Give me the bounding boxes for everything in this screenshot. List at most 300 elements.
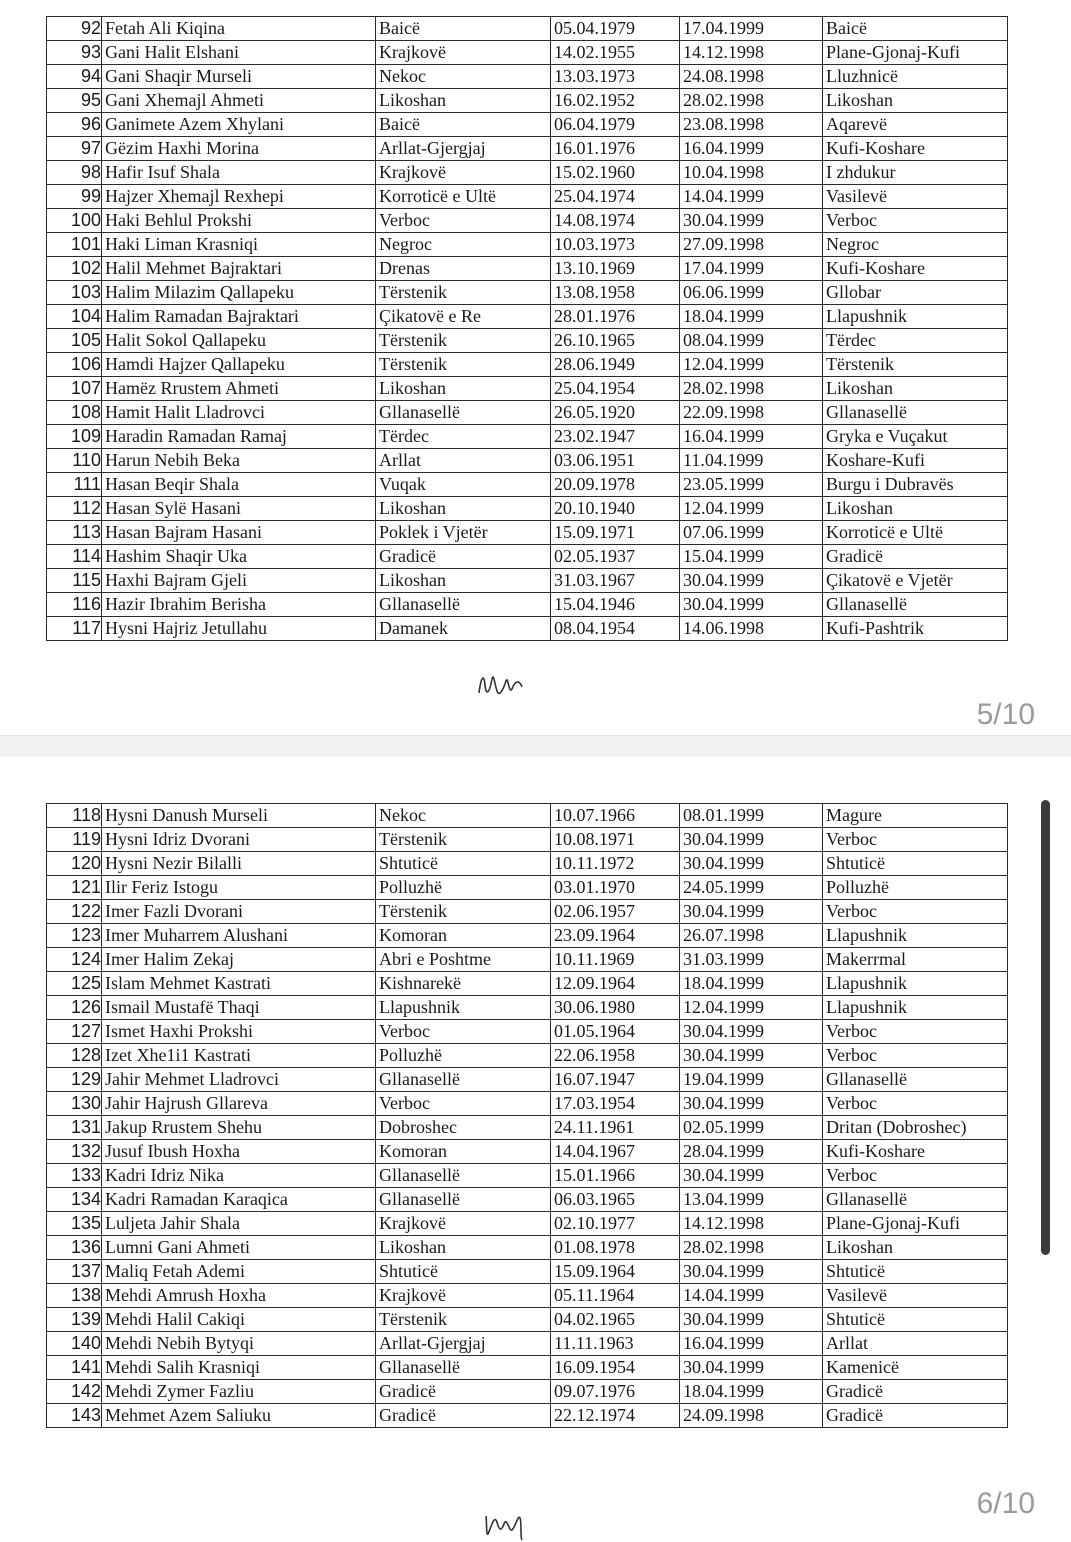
person-name: Halim Milazim Qallapeku xyxy=(102,281,376,305)
person-name: Islam Mehmet Kastrati xyxy=(102,972,376,996)
birthplace: Negroc xyxy=(376,233,551,257)
birth-date: 01.08.1978 xyxy=(551,1236,680,1260)
death-location: Negroc xyxy=(823,233,1008,257)
death-location: Llapushnik xyxy=(823,924,1008,948)
death-location: Verboc xyxy=(823,1164,1008,1188)
death-location: Tërstenik xyxy=(823,353,1008,377)
row-number: 139 xyxy=(47,1308,102,1332)
death-date: 27.09.1998 xyxy=(680,233,823,257)
death-date: 24.09.1998 xyxy=(680,1404,823,1428)
death-date: 23.08.1998 xyxy=(680,113,823,137)
birthplace: Poklek i Vjetër xyxy=(376,521,551,545)
birth-date: 13.03.1973 xyxy=(551,65,680,89)
row-number: 92 xyxy=(47,17,102,41)
birth-date: 28.06.1949 xyxy=(551,353,680,377)
table-row xyxy=(47,1404,1008,1428)
page-separator xyxy=(0,735,1071,759)
death-location: Kufi-Koshare xyxy=(823,257,1008,281)
death-location: Verboc xyxy=(823,1044,1008,1068)
table-row xyxy=(47,1236,1008,1260)
death-date: 15.04.1999 xyxy=(680,545,823,569)
table-row xyxy=(47,569,1008,593)
table-row xyxy=(47,1116,1008,1140)
death-date: 08.04.1999 xyxy=(680,329,823,353)
person-name: Hysni Hajriz Jetullahu xyxy=(102,617,376,641)
table-row xyxy=(47,545,1008,569)
birth-date: 25.04.1974 xyxy=(551,185,680,209)
death-date: 30.04.1999 xyxy=(680,209,823,233)
row-number: 113 xyxy=(47,521,102,545)
death-location: Gllobar xyxy=(823,281,1008,305)
row-number: 111 xyxy=(47,473,102,497)
death-location: Koshare-Kufi xyxy=(823,449,1008,473)
death-date: 30.04.1999 xyxy=(680,569,823,593)
death-date: 02.05.1999 xyxy=(680,1116,823,1140)
birth-date: 15.01.1966 xyxy=(551,1164,680,1188)
table-row xyxy=(47,996,1008,1020)
row-number: 97 xyxy=(47,137,102,161)
birthplace: Nekoc xyxy=(376,804,551,828)
birth-date: 16.01.1976 xyxy=(551,137,680,161)
death-location: Shtuticë xyxy=(823,1260,1008,1284)
person-name: Imer Halim Zekaj xyxy=(102,948,376,972)
birthplace: Gradicë xyxy=(376,1404,551,1428)
person-name: Mehdi Halil Cakiqi xyxy=(102,1308,376,1332)
birth-date: 25.04.1954 xyxy=(551,377,680,401)
person-name: Mehdi Amrush Hoxha xyxy=(102,1284,376,1308)
birthplace: Abri e Poshtme xyxy=(376,948,551,972)
row-number: 103 xyxy=(47,281,102,305)
birthplace: Likoshan xyxy=(376,1236,551,1260)
person-name: Hamdi Hajzer Qallapeku xyxy=(102,353,376,377)
row-number: 140 xyxy=(47,1332,102,1356)
birth-date: 02.05.1937 xyxy=(551,545,680,569)
birth-date: 10.08.1971 xyxy=(551,828,680,852)
row-number: 132 xyxy=(47,1140,102,1164)
death-date: 30.04.1999 xyxy=(680,852,823,876)
birthplace: Krajkovë xyxy=(376,41,551,65)
row-number: 102 xyxy=(47,257,102,281)
row-number: 121 xyxy=(47,876,102,900)
table-row xyxy=(47,473,1008,497)
death-location: Llapushnik xyxy=(823,305,1008,329)
table-row xyxy=(47,1212,1008,1236)
row-number: 104 xyxy=(47,305,102,329)
death-location: Korroticë e Ultë xyxy=(823,521,1008,545)
birth-date: 15.04.1946 xyxy=(551,593,680,617)
death-location: Kufi-Koshare xyxy=(823,137,1008,161)
death-location: Gradicë xyxy=(823,1404,1008,1428)
death-date: 22.09.1998 xyxy=(680,401,823,425)
row-number: 96 xyxy=(47,113,102,137)
person-name: Mehdi Nebih Bytyqi xyxy=(102,1332,376,1356)
death-date: 30.04.1999 xyxy=(680,828,823,852)
death-location: Shtuticë xyxy=(823,1308,1008,1332)
person-name: Ganimete Azem Xhylani xyxy=(102,113,376,137)
death-location: Arllat xyxy=(823,1332,1008,1356)
death-date: 16.04.1999 xyxy=(680,137,823,161)
death-date: 13.04.1999 xyxy=(680,1188,823,1212)
birth-date: 31.03.1967 xyxy=(551,569,680,593)
birth-date: 05.04.1979 xyxy=(551,17,680,41)
row-number: 100 xyxy=(47,209,102,233)
birthplace: Gradicë xyxy=(376,1380,551,1404)
death-location: Polluzhë xyxy=(823,876,1008,900)
death-location: Gryka e Vuçakut xyxy=(823,425,1008,449)
birth-date: 30.06.1980 xyxy=(551,996,680,1020)
birthplace: Verboc xyxy=(376,1020,551,1044)
signature-initials xyxy=(482,1502,542,1542)
birthplace: Gllanasellë xyxy=(376,593,551,617)
person-name: Haxhi Bajram Gjeli xyxy=(102,569,376,593)
table-row xyxy=(47,1380,1008,1404)
death-date: 30.04.1999 xyxy=(680,1164,823,1188)
death-location: Plane-Gjonaj-Kufi xyxy=(823,1212,1008,1236)
birth-date: 06.04.1979 xyxy=(551,113,680,137)
signature-initials xyxy=(475,665,535,705)
person-name: Kadri Ramadan Karaqica xyxy=(102,1188,376,1212)
person-name: Ilir Feriz Istogu xyxy=(102,876,376,900)
table-row xyxy=(47,1068,1008,1092)
table-row xyxy=(47,497,1008,521)
birthplace: Krajkovë xyxy=(376,1212,551,1236)
person-name: Hasan Sylë Hasani xyxy=(102,497,376,521)
death-date: 08.01.1999 xyxy=(680,804,823,828)
row-number: 115 xyxy=(47,569,102,593)
death-date: 12.04.1999 xyxy=(680,353,823,377)
person-name: Hajzer Xhemajl Rexhepi xyxy=(102,185,376,209)
person-name: Hysni Danush Murseli xyxy=(102,804,376,828)
birthplace: Baicë xyxy=(376,113,551,137)
death-date: 31.03.1999 xyxy=(680,948,823,972)
birth-date: 22.06.1958 xyxy=(551,1044,680,1068)
death-date: 14.12.1998 xyxy=(680,41,823,65)
death-location: Dritan (Dobroshec) xyxy=(823,1116,1008,1140)
birth-date: 13.10.1969 xyxy=(551,257,680,281)
table-row xyxy=(47,233,1008,257)
death-location: Llapushnik xyxy=(823,972,1008,996)
death-location: Gllanasellë xyxy=(823,1068,1008,1092)
death-location: Plane-Gjonaj-Kufi xyxy=(823,41,1008,65)
person-name: Gani Shaqir Murseli xyxy=(102,65,376,89)
table-row xyxy=(47,17,1008,41)
death-date: 18.04.1999 xyxy=(680,1380,823,1404)
death-date: 30.04.1999 xyxy=(680,1356,823,1380)
row-number: 142 xyxy=(47,1380,102,1404)
person-name: Jahir Mehmet Lladrovci xyxy=(102,1068,376,1092)
person-name: Fetah Ali Kiqina xyxy=(102,17,376,41)
row-number: 129 xyxy=(47,1068,102,1092)
person-name: Ismet Haxhi Prokshi xyxy=(102,1020,376,1044)
death-location: I zhdukur xyxy=(823,161,1008,185)
death-date: 23.05.1999 xyxy=(680,473,823,497)
birthplace: Vuqak xyxy=(376,473,551,497)
death-date: 18.04.1999 xyxy=(680,972,823,996)
birth-date: 02.10.1977 xyxy=(551,1212,680,1236)
row-number: 110 xyxy=(47,449,102,473)
death-location: Kufi-Pashtrik xyxy=(823,617,1008,641)
birth-date: 26.05.1920 xyxy=(551,401,680,425)
person-name: Hasan Beqir Shala xyxy=(102,473,376,497)
death-location: Llapushnik xyxy=(823,996,1008,1020)
death-date: 30.04.1999 xyxy=(680,1092,823,1116)
page-number: 5/10 xyxy=(976,698,1035,731)
death-date: 28.02.1998 xyxy=(680,89,823,113)
birthplace: Llapushnik xyxy=(376,996,551,1020)
death-location: Kufi-Koshare xyxy=(823,1140,1008,1164)
birthplace: Gllanasellë xyxy=(376,1188,551,1212)
table-row xyxy=(47,972,1008,996)
death-date: 14.04.1999 xyxy=(680,1284,823,1308)
death-date: 06.06.1999 xyxy=(680,281,823,305)
person-name: Maliq Fetah Ademi xyxy=(102,1260,376,1284)
row-number: 136 xyxy=(47,1236,102,1260)
birthplace: Drenas xyxy=(376,257,551,281)
birthplace: Tërstenik xyxy=(376,1308,551,1332)
birth-date: 24.11.1961 xyxy=(551,1116,680,1140)
birthplace: Gllanasellë xyxy=(376,401,551,425)
viewer-scrollbar[interactable] xyxy=(1041,800,1050,1255)
birth-date: 12.09.1964 xyxy=(551,972,680,996)
table-row xyxy=(47,89,1008,113)
birthplace: Nekoc xyxy=(376,65,551,89)
table-row xyxy=(47,281,1008,305)
row-number: 109 xyxy=(47,425,102,449)
table-row xyxy=(47,449,1008,473)
death-date: 26.07.1998 xyxy=(680,924,823,948)
birth-date: 01.05.1964 xyxy=(551,1020,680,1044)
person-name: Hamëz Rrustem Ahmeti xyxy=(102,377,376,401)
row-number: 135 xyxy=(47,1212,102,1236)
death-location: Likoshan xyxy=(823,1236,1008,1260)
birthplace: Tërstenik xyxy=(376,329,551,353)
row-number: 117 xyxy=(47,617,102,641)
roster-table-body xyxy=(47,17,1008,641)
birth-date: 05.11.1964 xyxy=(551,1284,680,1308)
table-row xyxy=(47,1260,1008,1284)
death-location: Aqarevë xyxy=(823,113,1008,137)
person-name: Jakup Rrustem Shehu xyxy=(102,1116,376,1140)
birthplace: Gllanasellë xyxy=(376,1356,551,1380)
table-row xyxy=(47,924,1008,948)
death-location: Gllanasellë xyxy=(823,593,1008,617)
document-page-6 xyxy=(0,757,1071,1530)
birth-date: 15.09.1964 xyxy=(551,1260,680,1284)
table-row xyxy=(47,876,1008,900)
table-row xyxy=(47,1164,1008,1188)
death-location: Magure xyxy=(823,804,1008,828)
row-number: 125 xyxy=(47,972,102,996)
birth-date: 10.07.1966 xyxy=(551,804,680,828)
birth-date: 22.12.1974 xyxy=(551,1404,680,1428)
death-date: 18.04.1999 xyxy=(680,305,823,329)
row-number: 127 xyxy=(47,1020,102,1044)
death-location: Baicë xyxy=(823,17,1008,41)
table-row xyxy=(47,1284,1008,1308)
birthplace: Likoshan xyxy=(376,569,551,593)
birthplace: Komoran xyxy=(376,924,551,948)
birth-date: 26.10.1965 xyxy=(551,329,680,353)
row-number: 119 xyxy=(47,828,102,852)
death-location: Gradicë xyxy=(823,545,1008,569)
death-location: Lluzhnicë xyxy=(823,65,1008,89)
birth-date: 16.07.1947 xyxy=(551,1068,680,1092)
page-number: 6/10 xyxy=(976,1487,1035,1520)
roster-table-body xyxy=(47,804,1008,1428)
death-date: 16.04.1999 xyxy=(680,425,823,449)
row-number: 138 xyxy=(47,1284,102,1308)
row-number: 116 xyxy=(47,593,102,617)
birth-date: 10.03.1973 xyxy=(551,233,680,257)
row-number: 112 xyxy=(47,497,102,521)
birth-date: 23.09.1964 xyxy=(551,924,680,948)
row-number: 122 xyxy=(47,900,102,924)
death-location: Verboc xyxy=(823,828,1008,852)
table-row xyxy=(47,1020,1008,1044)
row-number: 108 xyxy=(47,401,102,425)
table-row xyxy=(47,852,1008,876)
table-row xyxy=(47,1356,1008,1380)
death-date: 30.04.1999 xyxy=(680,1044,823,1068)
death-date: 30.04.1999 xyxy=(680,1020,823,1044)
death-location: Kamenicë xyxy=(823,1356,1008,1380)
birthplace: Gllanasellë xyxy=(376,1068,551,1092)
birthplace: Gllanasellë xyxy=(376,1164,551,1188)
birthplace: Tërstenik xyxy=(376,281,551,305)
death-date: 28.02.1998 xyxy=(680,1236,823,1260)
birth-date: 14.04.1967 xyxy=(551,1140,680,1164)
death-date: 14.04.1999 xyxy=(680,185,823,209)
person-name: Imer Muharrem Alushani xyxy=(102,924,376,948)
death-date: 10.04.1998 xyxy=(680,161,823,185)
birthplace: Polluzhë xyxy=(376,876,551,900)
person-name: Haki Liman Krasniqi xyxy=(102,233,376,257)
death-date: 28.02.1998 xyxy=(680,377,823,401)
birthplace: Likoshan xyxy=(376,89,551,113)
death-date: 14.06.1998 xyxy=(680,617,823,641)
person-name: Imer Fazli Dvorani xyxy=(102,900,376,924)
birth-date: 03.06.1951 xyxy=(551,449,680,473)
birthplace: Korroticë e Ultë xyxy=(376,185,551,209)
person-name: Kadri Idriz Nika xyxy=(102,1164,376,1188)
death-date: 24.05.1999 xyxy=(680,876,823,900)
death-date: 12.04.1999 xyxy=(680,497,823,521)
table-row xyxy=(47,257,1008,281)
row-number: 105 xyxy=(47,329,102,353)
row-number: 98 xyxy=(47,161,102,185)
birthplace: Tërstenik xyxy=(376,353,551,377)
death-date: 17.04.1999 xyxy=(680,17,823,41)
birth-date: 16.02.1952 xyxy=(551,89,680,113)
death-location: Verboc xyxy=(823,900,1008,924)
person-name: Hysni Nezir Bilalli xyxy=(102,852,376,876)
birthplace: Tërdec xyxy=(376,425,551,449)
death-location: Vasilevë xyxy=(823,185,1008,209)
person-name: Jusuf Ibush Hoxha xyxy=(102,1140,376,1164)
birthplace: Tërstenik xyxy=(376,900,551,924)
row-number: 128 xyxy=(47,1044,102,1068)
birthplace: Verboc xyxy=(376,209,551,233)
birth-date: 13.08.1958 xyxy=(551,281,680,305)
table-row xyxy=(47,161,1008,185)
person-name: Izet Xhe1i1 Kastrati xyxy=(102,1044,376,1068)
row-number: 99 xyxy=(47,185,102,209)
birthplace: Likoshan xyxy=(376,377,551,401)
death-location: Makerrmal xyxy=(823,948,1008,972)
birth-date: 09.07.1976 xyxy=(551,1380,680,1404)
birthplace: Damanek xyxy=(376,617,551,641)
death-date: 30.04.1999 xyxy=(680,593,823,617)
birthplace: Krajkovë xyxy=(376,161,551,185)
row-number: 106 xyxy=(47,353,102,377)
birth-date: 11.11.1963 xyxy=(551,1332,680,1356)
table-row xyxy=(47,425,1008,449)
birth-date: 02.06.1957 xyxy=(551,900,680,924)
birthplace: Shtuticë xyxy=(376,852,551,876)
birthplace: Dobroshec xyxy=(376,1116,551,1140)
row-number: 134 xyxy=(47,1188,102,1212)
death-date: 30.04.1999 xyxy=(680,1260,823,1284)
death-location: Burgu i Dubravës xyxy=(823,473,1008,497)
birthplace: Krajkovë xyxy=(376,1284,551,1308)
table-row xyxy=(47,521,1008,545)
row-number: 94 xyxy=(47,65,102,89)
table-row xyxy=(47,41,1008,65)
birth-date: 10.11.1969 xyxy=(551,948,680,972)
birthplace: Likoshan xyxy=(376,497,551,521)
row-number: 107 xyxy=(47,377,102,401)
table-row xyxy=(47,1044,1008,1068)
birthplace: Arllat-Gjergjaj xyxy=(376,137,551,161)
death-date: 11.04.1999 xyxy=(680,449,823,473)
death-location: Likoshan xyxy=(823,497,1008,521)
row-number: 130 xyxy=(47,1092,102,1116)
table-row xyxy=(47,1308,1008,1332)
birthplace: Komoran xyxy=(376,1140,551,1164)
person-name: Hasan Bajram Hasani xyxy=(102,521,376,545)
person-name: Hamit Halit Lladrovci xyxy=(102,401,376,425)
row-number: 101 xyxy=(47,233,102,257)
death-location: Verboc xyxy=(823,209,1008,233)
table-row xyxy=(47,65,1008,89)
person-name: Harun Nebih Beka xyxy=(102,449,376,473)
table-row xyxy=(47,948,1008,972)
person-name: Jahir Hajrush Gllareva xyxy=(102,1092,376,1116)
table-row xyxy=(47,828,1008,852)
row-number: 124 xyxy=(47,948,102,972)
death-location: Verboc xyxy=(823,1020,1008,1044)
person-name: Mehdi Salih Krasniqi xyxy=(102,1356,376,1380)
person-name: Gëzim Haxhi Morina xyxy=(102,137,376,161)
person-name: Ismail Mustafë Thaqi xyxy=(102,996,376,1020)
row-number: 131 xyxy=(47,1116,102,1140)
person-name: Gani Xhemajl Ahmeti xyxy=(102,89,376,113)
person-name: Mehdi Zymer Fazliu xyxy=(102,1380,376,1404)
row-number: 93 xyxy=(47,41,102,65)
birth-date: 10.11.1972 xyxy=(551,852,680,876)
death-date: 24.08.1998 xyxy=(680,65,823,89)
death-location: Gllanasellë xyxy=(823,1188,1008,1212)
death-location: Likoshan xyxy=(823,89,1008,113)
death-location: Vasilevë xyxy=(823,1284,1008,1308)
person-name: Hazir Ibrahim Berisha xyxy=(102,593,376,617)
birth-date: 14.08.1974 xyxy=(551,209,680,233)
death-date: 19.04.1999 xyxy=(680,1068,823,1092)
person-name: Luljeta Jahir Shala xyxy=(102,1212,376,1236)
death-location: Verboc xyxy=(823,1092,1008,1116)
birthplace: Shtuticë xyxy=(376,1260,551,1284)
table-row xyxy=(47,329,1008,353)
